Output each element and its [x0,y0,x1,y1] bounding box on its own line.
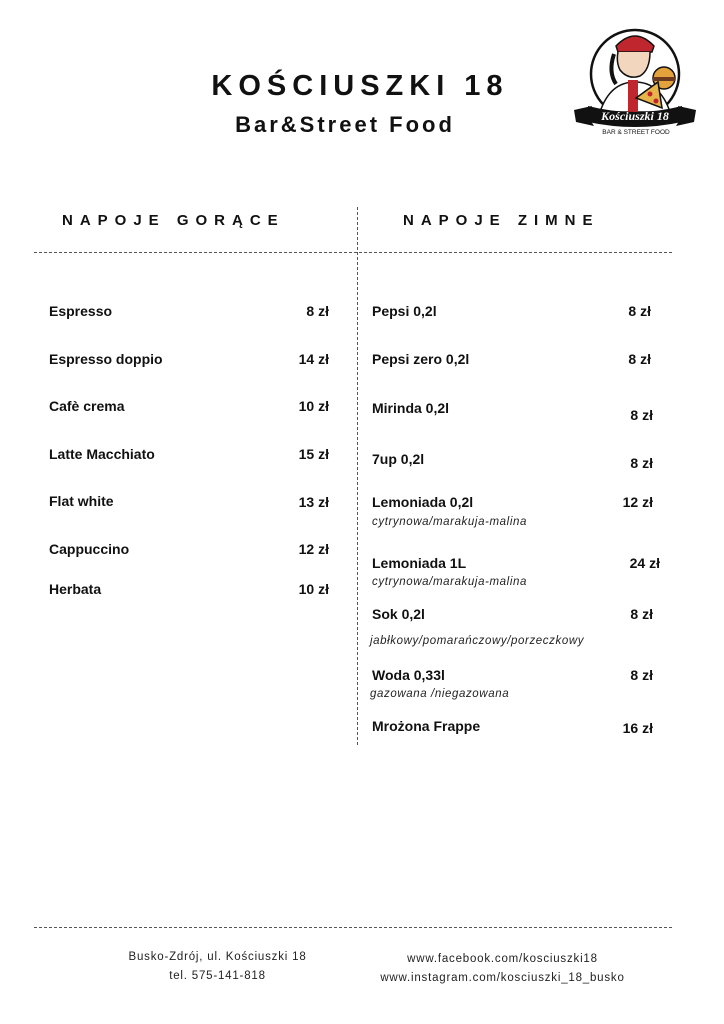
logo-name: Kościuszki 18 [601,109,669,123]
cold-drink-name: Pepsi zero 0,2l [372,351,470,367]
facebook-link[interactable]: www.facebook.com/kosciuszki18 [407,953,598,965]
hot-drink-name: Herbata [49,581,102,597]
hot-drink-name: Cafè crema [49,398,125,414]
cold-drink-name: Sok 0,2l [372,606,425,622]
cold-drink-name: Lemoniada 1L [372,555,467,571]
cold-drink-name: Woda 0,33l [372,667,445,683]
logo-tagline: BAR & STREET FOOD [602,129,670,136]
cold-drink-name: 7up 0,2l [372,451,425,467]
hot-drinks-heading: NAPOJE GORĄCE [62,212,285,229]
footer-divider [34,927,672,928]
hot-drink-price: 10 zł [298,398,329,414]
restaurant-logo [570,22,700,137]
column-divider [357,207,358,745]
hot-drink-price: 14 zł [298,351,329,367]
hot-drink-price: 15 zł [298,446,329,462]
cold-drinks-heading: NAPOJE ZIMNE [403,212,600,229]
hot-drink-name: Flat white [49,493,114,509]
page-title: KOŚCIUSZKI 18 [211,70,509,102]
hot-drink-price: 12 zł [298,541,329,557]
hot-drink-price: 8 zł [306,303,329,319]
cold-drink-price: 16 zł [622,720,653,736]
cold-drink-price: 8 zł [628,303,651,319]
cold-drink-price: 8 zł [630,667,653,683]
page-subtitle: Bar&Street Food [235,112,455,137]
hot-drink-price: 13 zł [298,494,329,510]
cold-drink-name: Lemoniada 0,2l [372,494,474,510]
cold-drink-price: 8 zł [630,606,653,622]
cold-drink-desc: cytrynowa/marakuja-malina [372,516,527,528]
hot-drink-name: Cappuccino [49,541,130,557]
section-divider [34,252,672,253]
cold-drink-price: 24 zł [629,555,660,571]
cold-drink-name: Mirinda 0,2l [372,400,450,416]
footer-phone: tel. 575-141-818 [169,970,266,982]
hot-drink-name: Espresso [49,303,113,319]
cold-drink-desc: gazowana /niegazowana [370,688,510,700]
footer-address: Busko-Zdrój, ul. Kościuszki 18 [128,951,307,963]
hot-drink-name: Latte Macchiato [49,446,155,462]
cold-drink-price: 8 zł [630,455,653,471]
hot-drink-price: 10 zł [298,581,329,597]
instagram-link[interactable]: www.instagram.com/kosciuszki_18_busko [380,972,625,984]
cold-drink-price: 8 zł [630,407,653,423]
cold-drink-price: 8 zł [628,351,651,367]
cold-drink-name: Pepsi 0,2l [372,303,437,319]
cold-drink-desc: cytrynowa/marakuja-malina [372,576,527,588]
cold-drink-name: Mrożona Frappe [372,718,481,734]
hot-drink-name: Espresso doppio [49,351,163,367]
cold-drink-price: 12 zł [622,494,653,510]
cold-drink-desc: jabłkowy/pomarańczowy/porzeczkowy [370,635,585,647]
